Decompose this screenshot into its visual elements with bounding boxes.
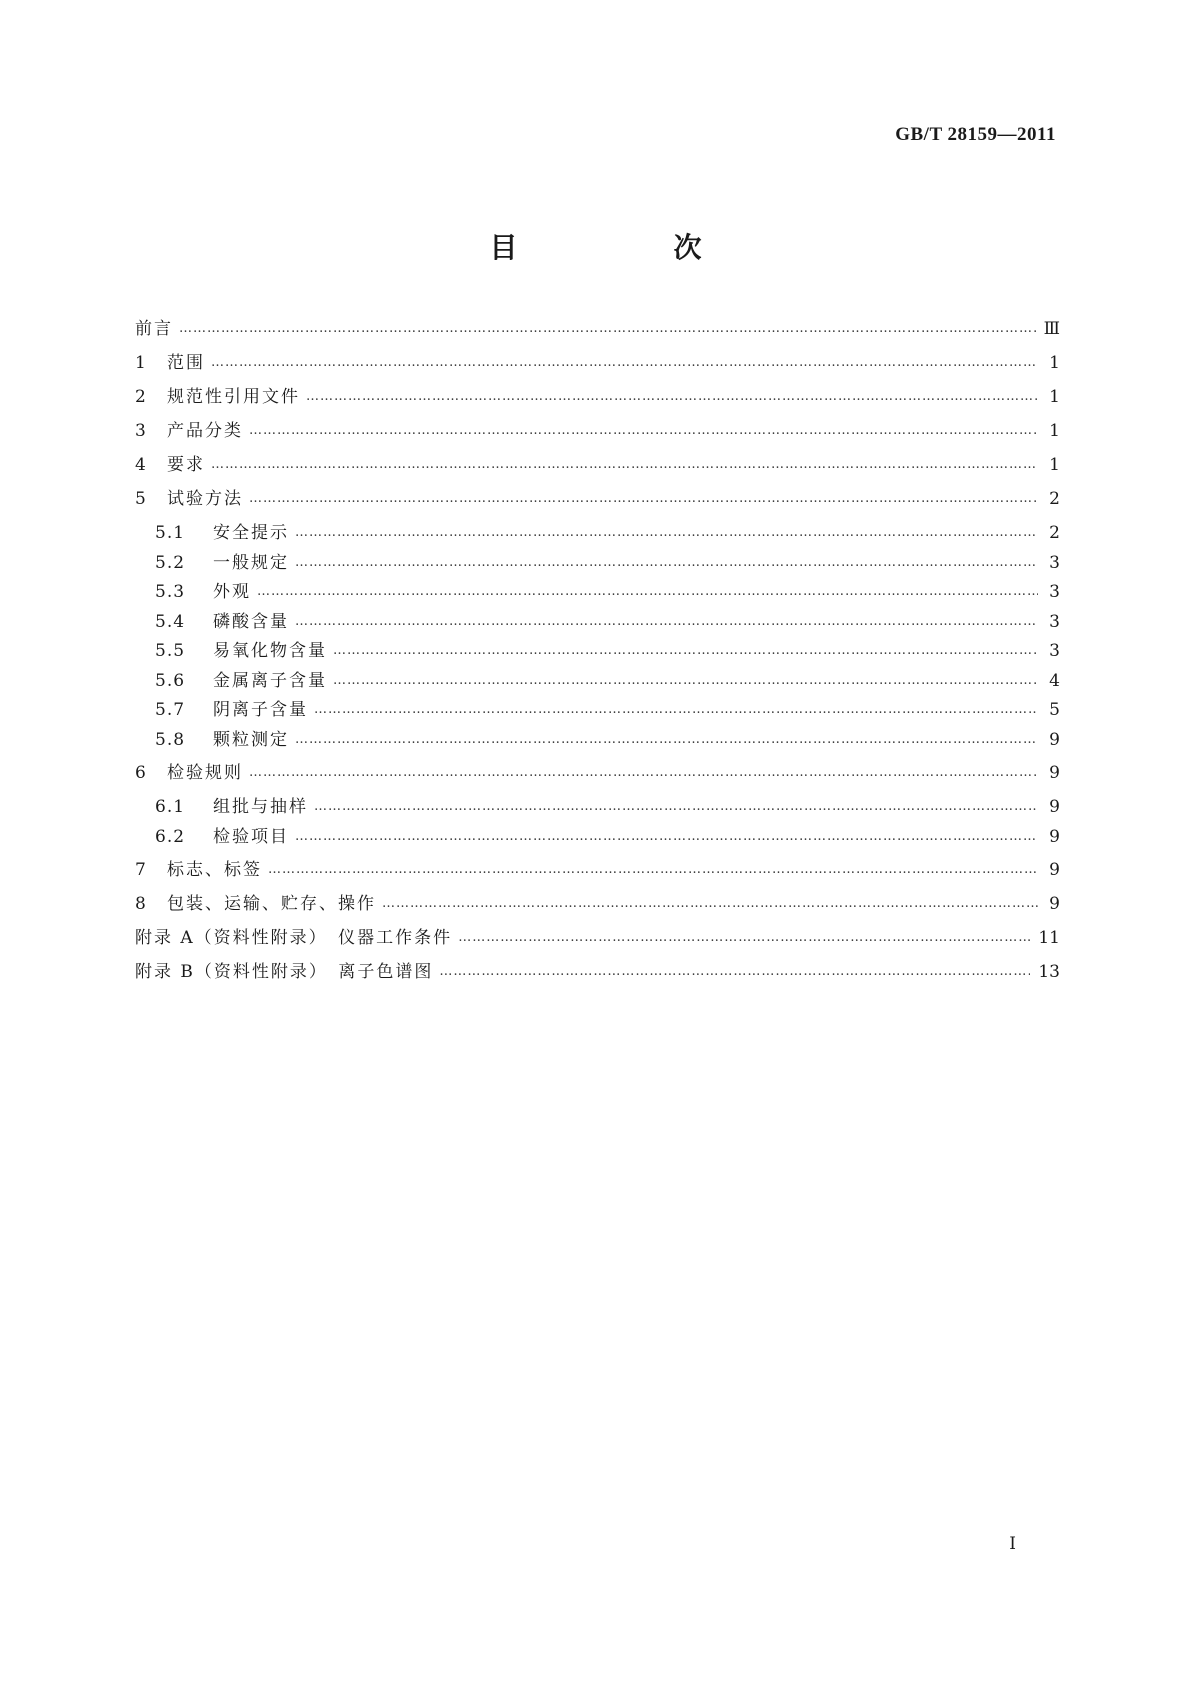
toc-entry-appendix-b[interactable] [135,959,1060,985]
toc-entry-page: 3 [1049,641,1060,661]
toc-entry-label: 安全提示 [213,523,289,543]
toc-leader-dots [306,384,1038,410]
toc-entry-number: 6 [135,763,147,783]
toc-entry-number: 6.1 [155,797,186,817]
toc-entry-number: 5.3 [155,582,186,602]
toc-entry-page: 11 [1038,928,1060,948]
toc-entry-label: 附录 B（资料性附录） 离子色谱图 [135,962,434,982]
toc-entry-label: 试验方法 [167,489,243,509]
toc-entry-page: 5 [1049,700,1060,720]
toc-entry-page: 4 [1049,671,1060,691]
toc-entry-label: 包装、运输、贮存、操作 [167,894,376,914]
toc-entry-number: 5.4 [155,612,186,632]
toc-entry-6-1[interactable] [155,794,1060,820]
toc-entry-label: 外观 [213,582,251,602]
toc-entry-page: 2 [1049,523,1060,543]
toc-entry-appendix-a[interactable] [135,925,1060,951]
toc-entry-number: 5 [135,489,147,509]
toc-entry-label: 范围 [167,353,205,373]
toc-entry-7[interactable] [135,857,1060,883]
toc-entry-page: 9 [1049,797,1060,817]
toc-entry-number: 5.8 [155,730,186,750]
toc-entry-6-2[interactable] [155,824,1060,850]
toc-entry-page: 1 [1049,455,1060,475]
toc-leader-dots [439,959,1030,985]
toc-entry-page: 9 [1049,894,1060,914]
toc-entry-page: 2 [1049,489,1060,509]
toc-entry-number: 5.2 [155,553,186,573]
toc-entry-page: 9 [1049,827,1060,847]
toc-leader-dots [249,418,1038,444]
toc-entry-label: 产品分类 [167,421,243,441]
standard-number: GB/T 28159—2011 [895,124,1056,145]
toc-entry-5-4[interactable] [155,609,1060,635]
toc-entry-label: 检验规则 [167,763,243,783]
toc-entry-label: 组批与抽样 [213,797,308,817]
toc-entry-page: 9 [1049,860,1060,880]
toc-leader-dots [333,638,1038,664]
page-title: 目 次 [489,231,766,264]
toc-entry-page: Ⅲ [1043,319,1060,339]
toc-leader-dots [382,891,1038,917]
toc-entry-5-2[interactable] [155,550,1060,576]
toc-leader-dots [295,550,1038,576]
toc-entry-number: 8 [135,894,147,914]
toc-leader-dots [314,697,1038,723]
toc-entry-number: 3 [135,421,147,441]
toc-leader-dots [295,824,1038,850]
toc-entry-label: 附录 A（资料性附录） 仪器工作条件 [135,928,453,948]
toc-leader-dots [249,486,1038,512]
page-number: I [1009,1534,1016,1554]
toc-entry-number: 5.7 [155,700,186,720]
toc-entry-5-6[interactable] [155,668,1060,694]
toc-entry-label: 金属离子含量 [213,671,327,691]
toc-entry-label: 规范性引用文件 [167,387,300,407]
toc-leader-dots [211,350,1038,376]
toc-entry-label: 易氧化物含量 [213,641,327,661]
toc-entry-number: 5.6 [155,671,186,691]
toc-entry-number: 5.1 [155,523,186,543]
toc-entry-page: 9 [1049,763,1060,783]
toc-entry-5[interactable] [135,486,1060,512]
toc-leader-dots [295,727,1038,753]
toc-leader-dots [314,794,1038,820]
toc-leader-dots [333,668,1038,694]
toc-entry-label: 阴离子含量 [213,700,308,720]
toc-entry-number: 2 [135,387,147,407]
toc-entry-label: 要求 [167,455,205,475]
toc-entry-5-5[interactable] [155,638,1060,664]
toc-entry-number: 5.5 [155,641,186,661]
toc-entry-page: 1 [1049,421,1060,441]
toc-leader-dots [249,760,1038,786]
toc-entry-5-3[interactable] [155,579,1060,605]
toc-leader-dots [179,316,1036,342]
toc-entry-5-1[interactable] [155,520,1060,546]
toc-entry-page: 1 [1049,353,1060,373]
toc-entry-page: 3 [1049,582,1060,602]
toc-entry-preface[interactable] [135,316,1060,342]
toc-leader-dots [268,857,1038,883]
toc-entry-number: 7 [135,860,147,880]
toc-entry-label: 磷酸含量 [213,612,289,632]
toc-entry-3[interactable] [135,418,1060,444]
toc-leader-dots [295,520,1038,546]
toc-entry-label: 一般规定 [213,553,289,573]
toc-entry-label: 颗粒测定 [213,730,289,750]
toc-entry-6[interactable] [135,760,1060,786]
toc-entry-number: 1 [135,353,147,373]
toc-leader-dots [295,609,1038,635]
toc-entry-page: 3 [1049,553,1060,573]
toc-entry-number: 4 [135,455,147,475]
toc-leader-dots [458,925,1030,951]
toc-entry-page: 1 [1049,387,1060,407]
toc-entry-label: 检验项目 [213,827,289,847]
toc-entry-5-8[interactable] [155,727,1060,753]
toc-entry-label: 前言 [135,319,173,339]
toc-entry-page: 3 [1049,612,1060,632]
toc-entry-5-7[interactable] [155,697,1060,723]
toc-leader-dots [257,579,1038,605]
toc-entry-8[interactable] [135,891,1060,917]
toc-entry-number: 6.2 [155,827,186,847]
toc-leader-dots [211,452,1038,478]
toc-entry-label: 标志、标签 [167,860,262,880]
toc-entry-page: 9 [1049,730,1060,750]
toc-entry-2[interactable] [135,384,1060,410]
toc-entry-page: 13 [1038,962,1060,982]
toc-entry-4[interactable] [135,452,1060,478]
toc-entry-1[interactable] [135,350,1060,376]
